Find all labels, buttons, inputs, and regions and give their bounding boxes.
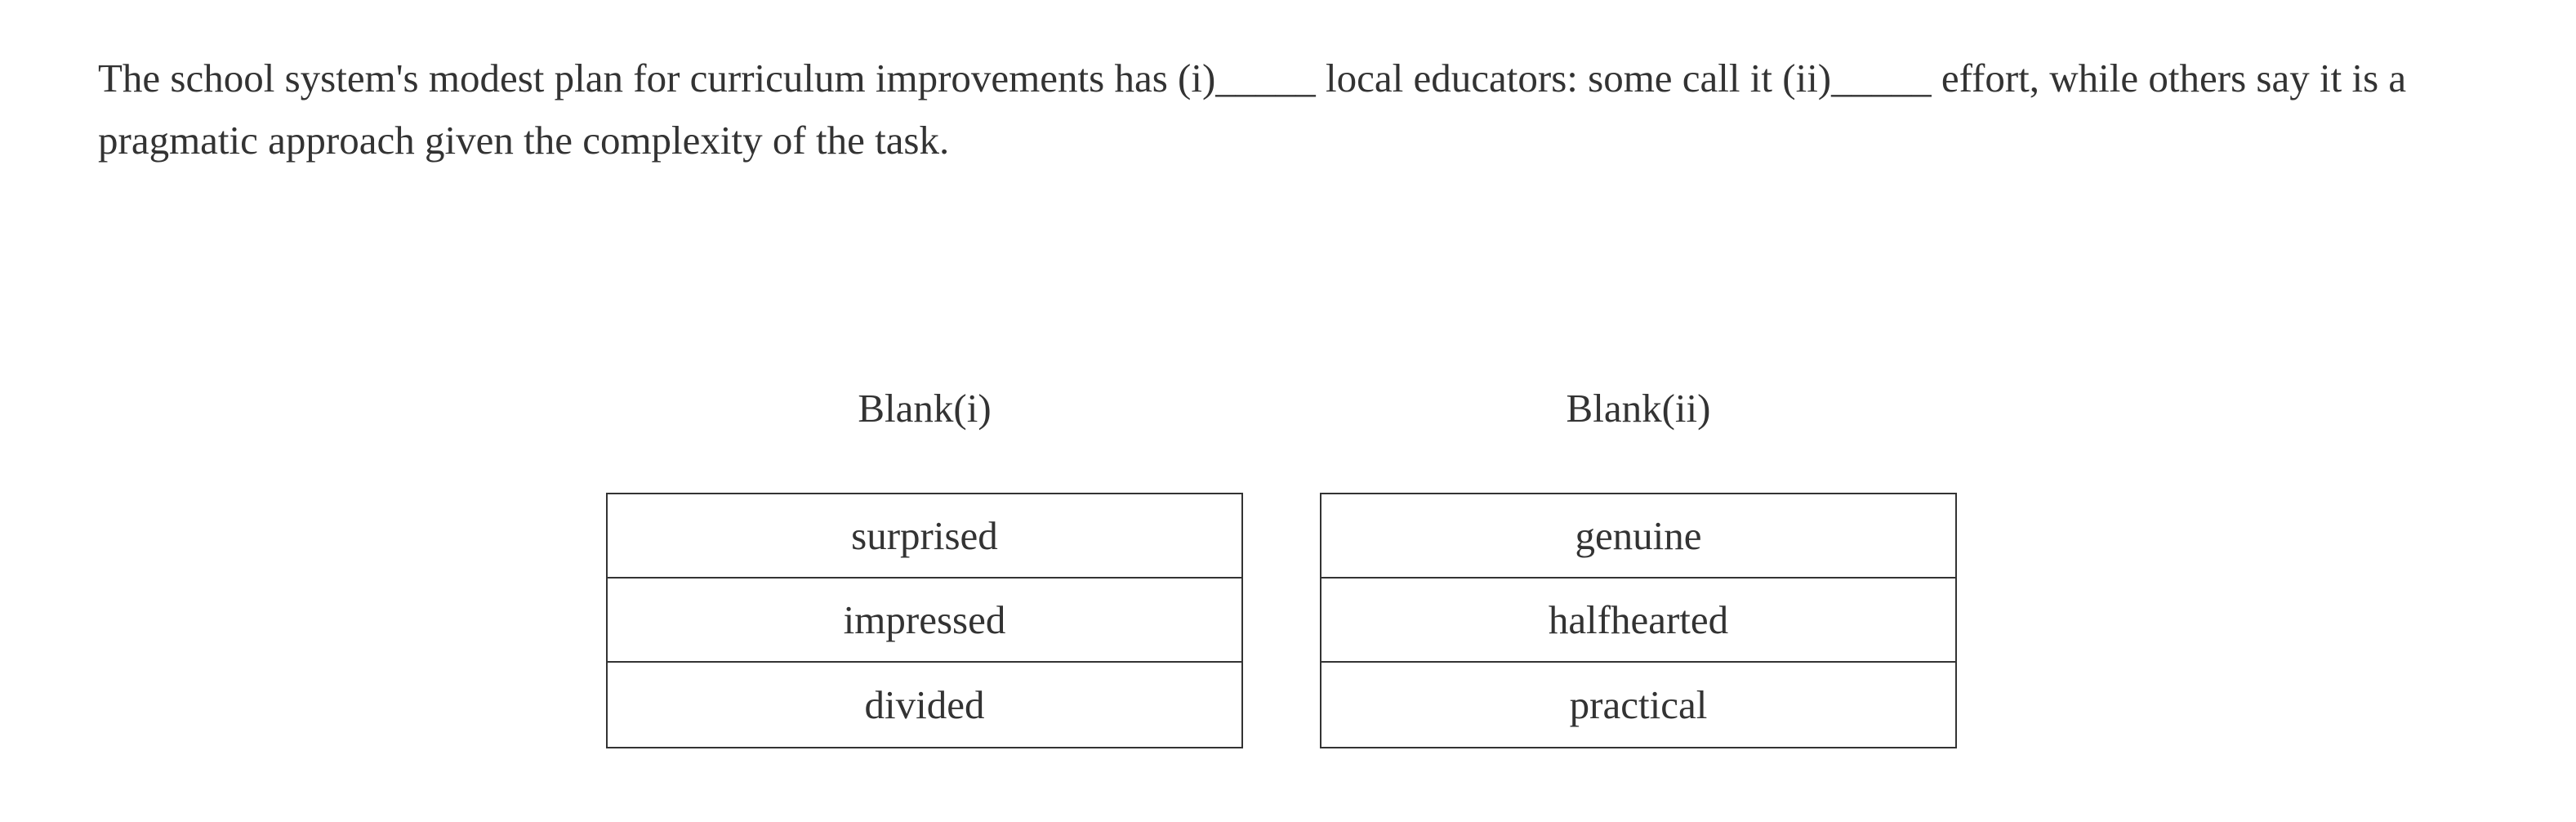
blank-ii-option-genuine[interactable]: genuine [1321,494,1955,579]
blank-i-option-surprised[interactable]: surprised [608,494,1241,579]
blank-i-option-divided[interactable]: divided [864,682,985,727]
blank-ii-option-halfhearted[interactable]: halfhearted [1321,579,1955,663]
question-text: The school system's modest plan for curriculum improvements has (i)_____ local educators: some call it (ii)_____ effort, while others say it is a pragmatic approach given the complexity of the task. [98,56,2407,163]
blank-ii-header: Blank(ii) [1566,386,1711,431]
blank-i-option-impressed[interactable]: impressed [608,579,1241,663]
blank-i-choices [606,493,1243,748]
blank-i-header: Blank(i) [858,386,992,431]
blank-ii-option-practical[interactable]: practical [1569,682,1708,727]
blank-ii-choices [1320,493,1957,748]
